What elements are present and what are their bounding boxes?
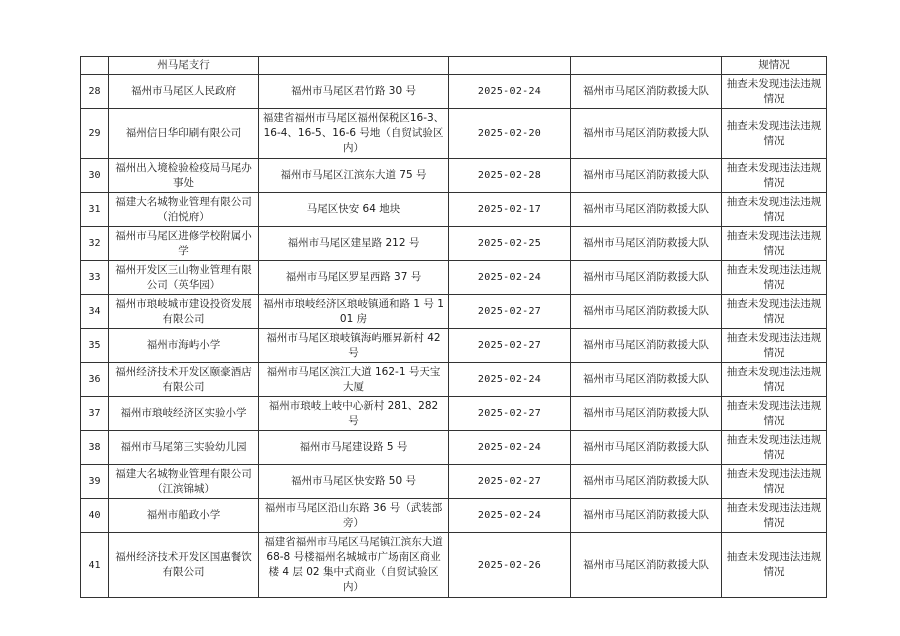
inspecting-department: 福州市马尾区消防救援大队: [571, 363, 722, 397]
inspecting-department: 福州市马尾区消防救援大队: [571, 75, 722, 109]
row-number: 32: [81, 227, 109, 261]
inspection-date: 2025-02-24: [449, 261, 571, 295]
inspecting-department: 福州市马尾区消防救援大队: [571, 227, 722, 261]
inspecting-department: 福州市马尾区消防救援大队: [571, 159, 722, 193]
table-row: [81, 109, 827, 159]
inspected-unit: 福州市马尾区人民政府: [109, 75, 259, 109]
row-number: 29: [81, 109, 109, 159]
inspection-date: 2025-02-27: [449, 397, 571, 431]
inspected-unit: 福建大名城物业管理有限公司（泊悦府）: [109, 193, 259, 227]
inspection-result: 抽查未发现违法违规情况: [722, 159, 827, 193]
table-row: [81, 363, 827, 397]
inspecting-department: 福州市马尾区消防救援大队: [571, 109, 722, 159]
table-row: [81, 499, 827, 533]
unit-address: 福州市马尾建设路 5 号: [259, 431, 449, 465]
table-row: [81, 261, 827, 295]
table-row: [81, 533, 827, 598]
inspection-result: 抽查未发现违法违规情况: [722, 109, 827, 159]
table-row: [81, 75, 827, 109]
inspected-unit: 福州市马尾区进修学校附属小学: [109, 227, 259, 261]
inspected-unit: 福州市海屿小学: [109, 329, 259, 363]
inspection-date: 2025-02-27: [449, 329, 571, 363]
inspection-result: 抽查未发现违法违规情况: [722, 397, 827, 431]
inspection-result: 抽查未发现违法违规情况: [722, 227, 827, 261]
inspection-date: 2025-02-24: [449, 499, 571, 533]
inspection-result: 抽查未发现违法违规情况: [722, 363, 827, 397]
inspected-unit: 福州出入境检验检疫局马尾办事处: [109, 159, 259, 193]
inspecting-department: 福州市马尾区消防救援大队: [571, 499, 722, 533]
row-number: 30: [81, 159, 109, 193]
unit-address: 福建省福州市马尾区马尾镇江滨东大道 68-8 号楼福州名城城市广场南区商业楼 4 层 02 集中式商业（自贸试验区内）: [259, 533, 449, 598]
table-row: [81, 397, 827, 431]
unit-address: 福州市马尾区罗星西路 37 号: [259, 261, 449, 295]
table-row: [81, 295, 827, 329]
inspecting-department: 福州市马尾区消防救援大队: [571, 261, 722, 295]
row-number: 28: [81, 75, 109, 109]
inspection-result: 抽查未发现违法违规情况: [722, 295, 827, 329]
inspected-unit: 州马尾支行: [109, 57, 259, 75]
inspecting-department: 福州市马尾区消防救援大队: [571, 397, 722, 431]
inspected-unit: 福州开发区三山物业管理有限公司（英华园）: [109, 261, 259, 295]
inspection-date: [449, 57, 571, 75]
table-row: [81, 465, 827, 499]
row-number: 38: [81, 431, 109, 465]
inspecting-department: 福州市马尾区消防救援大队: [571, 295, 722, 329]
unit-address: 福州市马尾区沿山东路 36 号（武装部旁）: [259, 499, 449, 533]
table-row: [81, 159, 827, 193]
inspected-unit: 福州市船政小学: [109, 499, 259, 533]
table-row: [81, 329, 827, 363]
row-number: 33: [81, 261, 109, 295]
inspecting-department: 福州市马尾区消防救援大队: [571, 329, 722, 363]
unit-address: 福州市马尾区快安路 50 号: [259, 465, 449, 499]
inspecting-department: 福州市马尾区消防救援大队: [571, 193, 722, 227]
unit-address: 福州市马尾区君竹路 30 号: [259, 75, 449, 109]
row-number: 31: [81, 193, 109, 227]
inspected-unit: 福州市马尾第三实验幼儿园: [109, 431, 259, 465]
inspection-date: 2025-02-28: [449, 159, 571, 193]
inspection-date: 2025-02-20: [449, 109, 571, 159]
inspected-unit: 福建大名城物业管理有限公司（江滨锦城）: [109, 465, 259, 499]
inspection-date: 2025-02-17: [449, 193, 571, 227]
inspection-result: 规情况: [722, 57, 827, 75]
table-row-continued: [81, 57, 827, 75]
unit-address: 福州市马尾区滨江大道 162-1 号天宝大厦: [259, 363, 449, 397]
inspecting-department: 福州市马尾区消防救援大队: [571, 431, 722, 465]
row-number: 41: [81, 533, 109, 598]
inspection-result: 抽查未发现违法违规情况: [722, 465, 827, 499]
row-number: 40: [81, 499, 109, 533]
inspecting-department: 福州市马尾区消防救援大队: [571, 533, 722, 598]
unit-address: 马尾区快安 64 地块: [259, 193, 449, 227]
row-number: 39: [81, 465, 109, 499]
table-row: [81, 227, 827, 261]
unit-address: 福建省福州市马尾区福州保税区16-3、16-4、16-5、16-6 号地（自贸试验区内）: [259, 109, 449, 159]
inspection-result: 抽查未发现违法违规情况: [722, 75, 827, 109]
inspection-result: 抽查未发现违法违规情况: [722, 533, 827, 598]
inspection-date: 2025-02-27: [449, 465, 571, 499]
inspection-result: 抽查未发现违法违规情况: [722, 499, 827, 533]
inspected-unit: 福州市琅岐经济区实验小学: [109, 397, 259, 431]
unit-address: 福州市琅岐经济区琅岐镇通和路 1 号 101 房: [259, 295, 449, 329]
row-number: 37: [81, 397, 109, 431]
inspecting-department: [571, 57, 722, 75]
inspection-results-table: [80, 56, 827, 598]
row-number: [81, 57, 109, 75]
unit-address: [259, 57, 449, 75]
inspected-unit: 福州经济技术开发区国惠餐饮有限公司: [109, 533, 259, 598]
unit-address: 福州市马尾区建星路 212 号: [259, 227, 449, 261]
unit-address: 福州市马尾区琅岐镇海屿雁昇新村 42 号: [259, 329, 449, 363]
row-number: 35: [81, 329, 109, 363]
inspected-unit: 福州市琅岐城市建设投资发展有限公司: [109, 295, 259, 329]
inspection-result: 抽查未发现违法违规情况: [722, 261, 827, 295]
inspection-date: 2025-02-25: [449, 227, 571, 261]
row-number: 36: [81, 363, 109, 397]
row-number: 34: [81, 295, 109, 329]
inspection-result: 抽查未发现违法违规情况: [722, 193, 827, 227]
inspected-unit: 福州经济技术开发区颐豪酒店有限公司: [109, 363, 259, 397]
table-row: [81, 193, 827, 227]
table-row: [81, 431, 827, 465]
inspecting-department: 福州市马尾区消防救援大队: [571, 465, 722, 499]
inspection-date: 2025-02-27: [449, 295, 571, 329]
inspection-date: 2025-02-24: [449, 75, 571, 109]
inspection-date: 2025-02-24: [449, 431, 571, 465]
inspection-result: 抽查未发现违法违规情况: [722, 431, 827, 465]
inspection-date: 2025-02-24: [449, 363, 571, 397]
inspection-date: 2025-02-26: [449, 533, 571, 598]
inspected-unit: 福州信日华印刷有限公司: [109, 109, 259, 159]
inspection-result: 抽查未发现违法违规情况: [722, 329, 827, 363]
unit-address: 福州市琅岐上岐中心新村 281、282 号: [259, 397, 449, 431]
unit-address: 福州市马尾区江滨东大道 75 号: [259, 159, 449, 193]
